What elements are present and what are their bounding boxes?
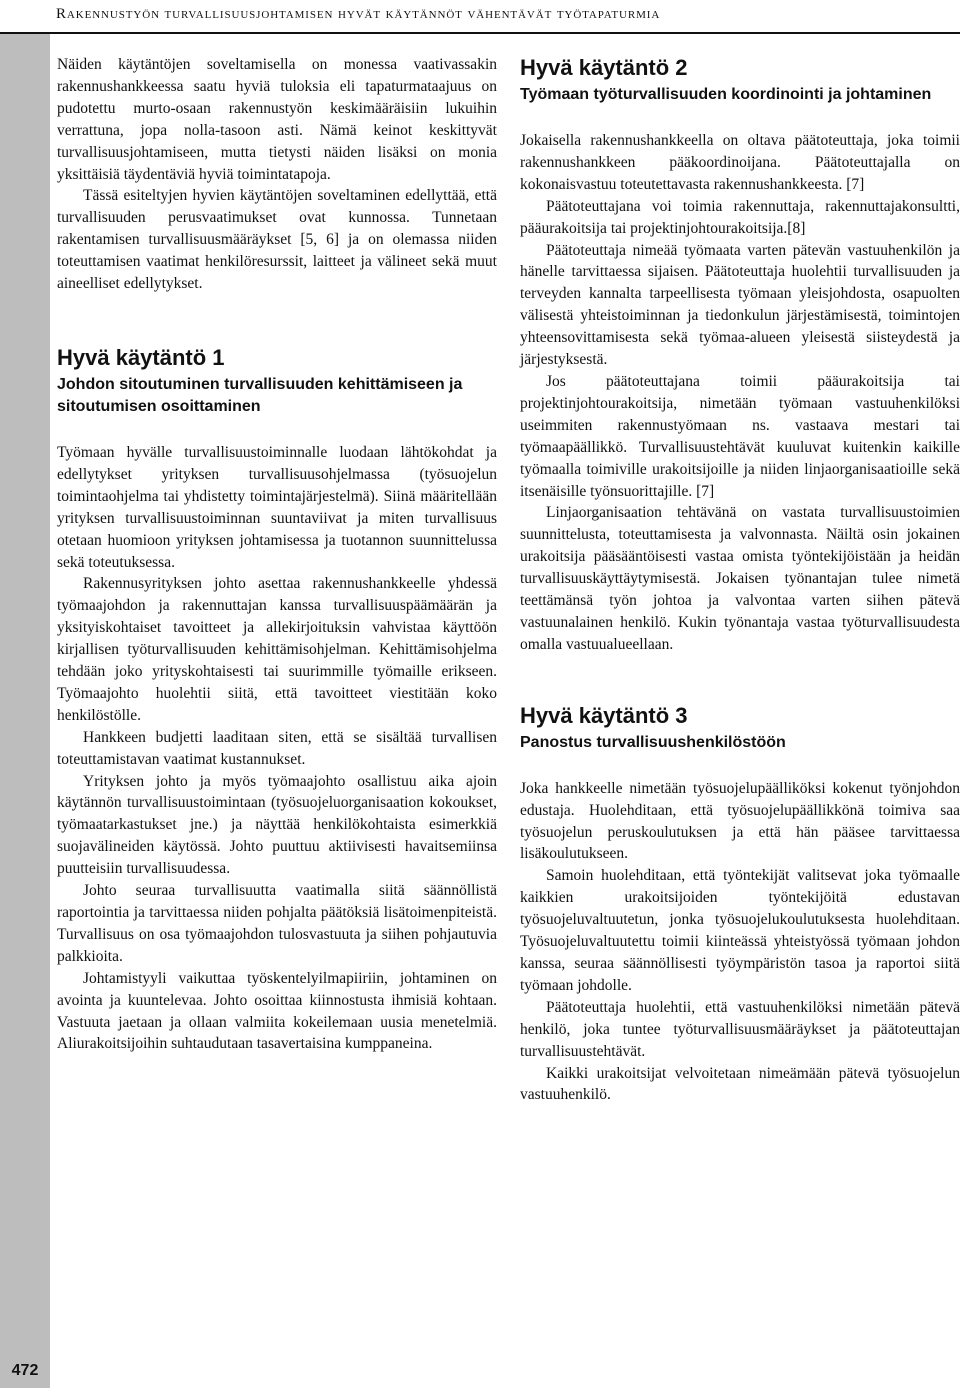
body-paragraph: Joka hankkeelle nimetään työsuojelupäälliköksi kokenut työnjohdon edustaja. Huolehditaan, että työsuojelupäällikkönä toimiva saa työsuojelun peruskoulutuksen ja että hän pääsee tarvittaessa lisäkoulutukseen. [520,779,960,863]
section-1-subtitle: Johdon sitoutuminen turvallisuuden kehittämiseen ja sitoutumisen osoittaminen [57,375,463,415]
body-paragraph: Hankkeen budjetti laaditaan siten, että se sisältää turvallisen toteuttamistavan vaatimat kustannukset. [57,728,497,768]
page-margin-bar [0,34,50,1388]
intro-paragraph: Tässä esiteltyjen hyvien käytäntöjen soveltaminen edellyttää, että turvallisuuden perusvaatimukset ovat kunnossa. Tunnetaan rakentamisen turvallisuusmääräykset [5, 6] ja on olemassa niiden toteuttamisen vaatimat henkilöresurssit, laitteet ja välineet sekä muut aineelliset edellytykset. [57,187,497,293]
body-paragraph: Työmaan hyvälle turvallisuustoiminnalle luodaan lähtökohdat ja edellytykset yrityksen turvallisuusohjelmassa (työsuojelun toimintaohjelma tai yhdistetty toimintajärjestelmä). Siinä määritellään yrityksen turvallisuustoiminnan suuntaviivat ja miten turvallisuus otetaan huomioon yrityksen johtamisessa ja tuotannon suunnittelussa sekä toteutuksessa. [57,443,497,571]
right-column [520,54,960,1106]
body-paragraph: Rakennusyrityksen johto asettaa rakennushankkeelle yhdessä työmaajohdon ja rakennuttajan kanssa turvallisuuspäämäärän ja yksityiskohtaiset tavoitteet ja allekirjoituksin vahvistaa käyttöön kirjallisen työturvallisuuden kehittämisohjelman. Kehittämisohjelma tehdään joko yrityskohtaisesti tai suurimmille työmaille erikseen. Työmaajohto huolehtii siitä, että tavoitteet viestitään koko henkilöstölle. [57,575,497,724]
body-paragraph: Jos päätoteuttajana toimii pääurakoitsija tai projektinjohtourakoitsija, nimetään työmaan vastuuhenkilöksi useimmiten rakennustyömaan ns. vastaava mestari tai työmaapäällikkö. Turvallisuustehtävät kuuluvat kuitenkin kaikille työmaalla toimiville urakoitsijoille ja niiden linjaorganisaatioille sekä itsenäisille työnsuorittajille. [7] [520,372,960,500]
section-3-subtitle: Panostus turvallisuushenkilöstöön [520,733,786,751]
section-2-subtitle: Työmaan työturvallisuuden koordinointi ja johtaminen [520,86,932,103]
intro-paragraph: Näiden käytäntöjen soveltamisella on monessa vaativassakin rakennushankkeessa saatu hyviä tuloksia eli tapaturmataajuus on pudotettu murto-osaan rakennustyön keskimääräisiin lukuihin verrattuna, jopa nolla-tasoon asti. Nämä keinot keskittyvät turvallisuusjohtamiseen, mutta tietysti näiden lisäksi on monia yksittäisiä täydentäviä hyviä toimintatapoja. [57,56,497,183]
left-column [57,54,497,1055]
body-paragraph: Jokaisella rakennushankkeella on oltava päätoteuttaja, joka toimii rakennushankkeen pääkoordinoijana. Päätoteuttajalla on kokonaisvastuu toteutettavasta rakennushankkeesta. [7] [520,132,960,193]
body-paragraph: Johto seuraa turvallisuutta vaatimalla siitä säännöllistä raportointia ja tarvittaessa niiden pohjalta päätöksiä lisätoimenpiteistä. Turvallisuus on osa työmaajohdon tulosvastuuta ja siihen pohjautuvia palkkioita. [57,882,497,965]
running-head: Rakennustyön turvallisuusjohtamisen hyvät käytännöt vähentävät työtapaturmia [56,6,661,22]
body-paragraph: Päätoteuttaja huolehtii, että vastuuhenkilöksi nimetään pätevä henkilö, joka tuntee työturvallisuusmääräykset ja päätoteuttajan turvallisuustehtävät. [520,998,960,1060]
body-paragraph: Johtamistyyli vaikuttaa työskentelyilmapiiriin, johtaminen on avointa ja kuuntelevaa. Johto osoittaa kiinnostusta ihmisiä kohtaan. Vastuuta jaetaan ja ollaan valmiita kokeilemaan uusia menetelmiä. Aliurakoitsijoihin suhtaudutaan tasavertaisina kumppaneina. [57,969,497,1053]
running-head-rule [0,32,960,34]
body-paragraph: Linjaorganisaation tehtävänä on vastata turvallisuustoimien suunnittelusta, toteuttamisesta ja valvonnasta. Näiltä osin jokainen urakoitsija pääsääntöisesti vastaa omista työntekijöistään ja heidän turvallisuuskäyttäytymisestä. Jokaisen työnantajan tulee nimetä teettämänsä työn johtoa ja valvontaa varten siihen pätevä vastuunalainen henkilö. Kukin työnantaja vastaa työturvallisuudesta omalla vastuualueellaan. [520,504,960,653]
body-paragraph: Kaikki urakoitsijat velvoitetaan nimeämään pätevä työsuojelun vastuuhenkilö. [520,1064,960,1104]
body-paragraph: Yrityksen johto ja myös työmaajohto osallistuu aika ajoin käytännön turvallisuustoimintaan (työsuojeluorganisaation kokoukset, työmaatarkastukset jne.) ja näyttää henkilökohtaista esimerkkiä suojavälineiden käytössä. Johto puuttuu aktiivisesti havaitsemiinsa puutteisiin turvallisuudessa. [57,772,497,878]
page-number: 472 [11,1362,39,1379]
body-paragraph: Samoin huolehditaan, että työntekijät valitsevat joka työmaalle kaikkien urakoitsijoiden työntekijöitä edustavan työsuojeluvaltuutetun, jonka työsuojelukoulutuksesta huolehditaan. Työsuojeluvaltuutettu toimii kiinteässä yhteistyössä työmaan johdon kanssa, seuraa säännöllisesti työympäristön tasoa ja raportoi siitä työmaan johdolle. [520,867,960,994]
section-2-title: Hyvä käytäntö 2 [520,55,688,80]
section-1-title: Hyvä käytäntö 1 [57,344,225,370]
body-paragraph: Päätoteuttaja nimeää työmaata varten pätevän vastuuhenkilön ja hänelle tarvittaessa sijaisen. Päätoteuttaja huolehtii turvallisuuden ja terveyden kannalta tarpeellisesta työmaan yleisjohdosta, osapuolten välisestä yhteistoiminnan ja tiedonkulun järjestämisestä, toimintojen yhteensovittamisesta sekä työmaa-alueen yleisestä siisteydestä ja järjestyksestä. [520,241,960,369]
section-3-title: Hyvä käytäntö 3 [520,702,688,728]
body-paragraph: Päätoteuttajana voi toimia rakennuttaja, rakennuttajakonsultti, pääurakoitsija tai projektinjohtourakoitsija.[8] [520,197,960,237]
